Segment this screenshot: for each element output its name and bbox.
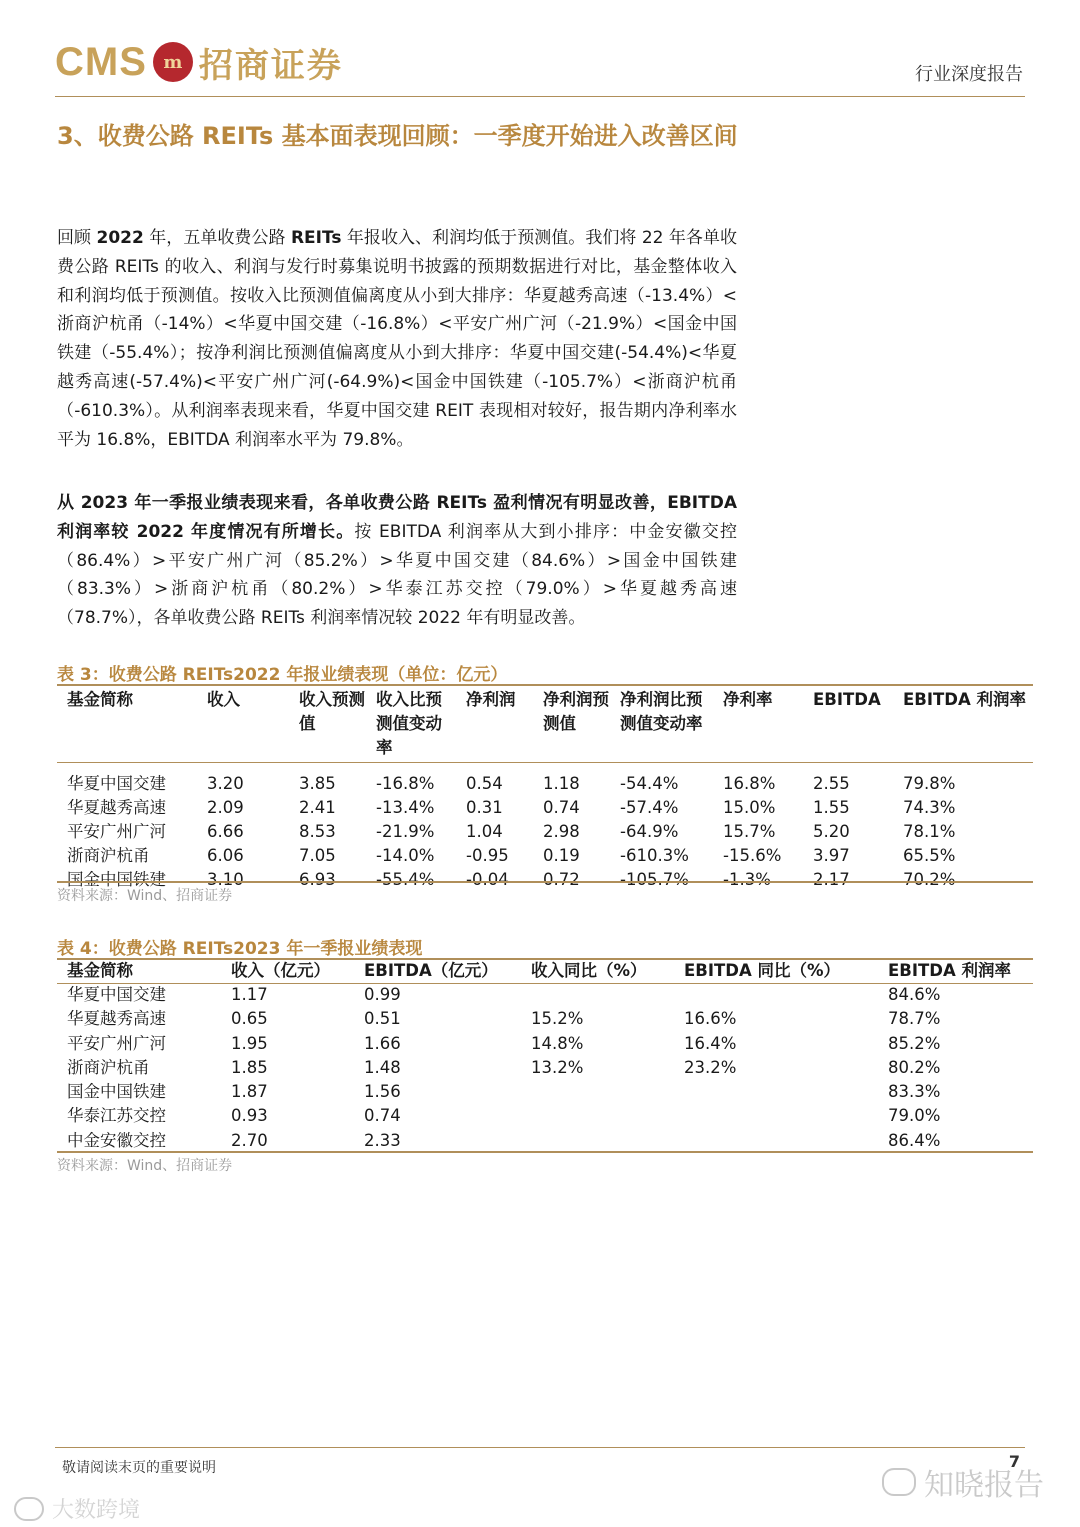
table-cell: 1.85 (231, 1057, 268, 1077)
table-cell: -0.04 (466, 870, 509, 889)
table-cell (674, 983, 878, 1007)
table-cell: 6.06 (207, 846, 244, 865)
table-cell: 2.09 (207, 798, 244, 817)
table-cell: -105.7% (620, 870, 689, 889)
table-cell: -15.6% (723, 846, 782, 865)
table-cell: 2.55 (813, 774, 850, 793)
table-cell: 3.85 (299, 774, 336, 793)
footer-disclaimer-note: 敬请阅读末页的重要说明 (62, 1460, 216, 1476)
table4-bottom-rule (57, 1151, 1033, 1153)
table4-header-cell: EBITDA 同比（%） (684, 961, 840, 980)
table-cell: 70.2% (903, 870, 956, 889)
paragraph1-run: 回顾 (57, 228, 97, 248)
watermark-left (14, 1493, 140, 1524)
table4-header-cell: 收入（亿元） (231, 961, 330, 980)
report-type-label: 行业深度报告 (915, 64, 1023, 85)
watermark-left-text: 大数跨境 (52, 1498, 141, 1523)
table-cell: 0.93 (231, 1106, 268, 1126)
table-cell (521, 983, 674, 1007)
table-cell: 83.3% (888, 1082, 941, 1102)
table-cell: 2.70 (231, 1130, 268, 1150)
table-cell: 14.8% (531, 1033, 584, 1053)
table3-source: 资料来源：Wind、招商证券 (57, 888, 233, 904)
table-cell: 3.10 (207, 870, 244, 889)
table-cell: 华夏越秀高速 (67, 1009, 166, 1029)
logo-seal-icon: m (153, 42, 193, 82)
paragraph1-run: 年报收入、利润均低于预测值。 (341, 228, 586, 248)
table-cell: 79.8% (903, 774, 956, 793)
table-cell (521, 1129, 674, 1153)
table4-header-cell: 基金简称 (67, 961, 133, 980)
table-cell: 2.17 (813, 870, 850, 889)
table-cell: 1.56 (364, 1082, 401, 1102)
table4-header-row (57, 959, 1033, 983)
table-cell: 华泰江苏交控 (67, 1106, 166, 1126)
table3-header-cell: 净利润预测值 (543, 690, 609, 733)
table-cell: 0.72 (543, 870, 580, 889)
table-cell: 国金中国铁建 (67, 870, 166, 889)
table-cell: 13.2% (531, 1057, 584, 1077)
table-cell: -55.4% (376, 870, 435, 889)
table-cell (674, 1129, 878, 1153)
table-cell: -1.3% (723, 870, 771, 889)
table-cell: 1.04 (466, 822, 503, 841)
table-cell: -64.9% (620, 822, 679, 841)
table-cell: -57.4% (620, 798, 679, 817)
table4-title: 表 4：收费公路 REITs2023 年一季报业绩表现 (57, 939, 423, 959)
table-row (57, 796, 1033, 820)
paragraph1-run: 2022 (96, 228, 144, 248)
watermark-right-text: 知晓报告 (924, 1468, 1044, 1503)
table-cell: 15.7% (723, 822, 776, 841)
table-cell: 23.2% (684, 1057, 737, 1077)
table-cell: 85.2% (888, 1033, 941, 1053)
table-cell: 2.33 (364, 1130, 401, 1150)
paragraph2-run: 从 2023 年一季报业绩表现来看，各单收费公路 REITs 盈利情况有明显改善，EBITDA 利润率较 2022 年度情况有所增长。 (57, 493, 737, 542)
table-row (57, 1129, 1033, 1153)
table-cell (674, 1080, 878, 1104)
table3-annual-performance (57, 686, 1033, 892)
table-cell (674, 1104, 878, 1128)
table-cell (521, 1080, 674, 1104)
table-cell: 78.1% (903, 822, 956, 841)
table4-header-rule (57, 983, 1033, 984)
logo-company-name: 招商证券 (198, 45, 343, 86)
table3-header-cell: 收入比预测值变动率 (376, 690, 442, 757)
table-cell: 16.8% (723, 774, 776, 793)
table-row (57, 1080, 1033, 1104)
table-cell: 1.55 (813, 798, 850, 817)
table3-header-cell: 收入 (207, 690, 240, 709)
table-cell: 0.74 (543, 798, 580, 817)
table-cell: 15.0% (723, 798, 776, 817)
table3-header-cell: 净利率 (723, 690, 773, 709)
table-cell: 1.48 (364, 1057, 401, 1077)
table-row (57, 1007, 1033, 1031)
table-cell: 0.99 (364, 985, 401, 1004)
table3-bottom-rule (57, 881, 1033, 883)
weibo-icon (14, 1497, 44, 1521)
paragraph1-run: 年，五单收费公路 (143, 228, 291, 248)
table-cell: 6.66 (207, 822, 244, 841)
table-cell: -0.95 (466, 846, 509, 865)
table3-header-cell: 收入预测值 (299, 690, 365, 733)
table-row (57, 983, 1033, 1007)
table-cell: -16.8% (376, 774, 435, 793)
table-cell: 0.54 (466, 774, 503, 793)
table-cell: 平安广州广河 (67, 1033, 166, 1053)
table-cell: 1.87 (231, 1082, 268, 1102)
wechat-icon (882, 1468, 916, 1496)
table-cell: 8.53 (299, 822, 336, 841)
table4-header-cell: EBITDA 利润率 (888, 961, 1011, 980)
table3-header-cell: 净利润比预测值变动率 (620, 690, 703, 733)
table-cell: 79.0% (888, 1106, 941, 1126)
paragraph2-run: 按 EBITDA 利润率从大到小排序：中金安徽交控（86.4%）>平安广州广河（85.2%）>华夏中国交建（84.6%）>国金中国铁建（83.3%）>浙商沪杭甬（80.2%）>华泰江苏交控（79.0%）>华夏越秀高速（78.7%），各单收费公路 REITs 利润率情况较 2022 年有明显改善。 (57, 521, 737, 629)
table-cell (521, 1104, 674, 1128)
paragraph-2023q1-review (57, 489, 737, 633)
table-row (57, 820, 1033, 844)
table-cell: 平安广州广河 (67, 822, 166, 841)
table3-header-cell: 净利润 (466, 690, 516, 709)
table3-title: 表 3：收费公路 REITs2022 年报业绩表现（单位：亿元） (57, 665, 508, 685)
table-row (57, 1104, 1033, 1128)
table-cell: 0.31 (466, 798, 503, 817)
watermark-right (882, 1460, 1044, 1504)
table-cell: -610.3% (620, 846, 689, 865)
table-cell: 0.65 (231, 1009, 268, 1029)
table3-header-cell: EBITDA (813, 690, 881, 709)
table3-header-row (57, 686, 1033, 772)
table-cell: 5.20 (813, 822, 850, 841)
table-cell: 7.05 (299, 846, 336, 865)
table-cell: -14.0% (376, 846, 435, 865)
paragraph1-run: 我们将 22 年各单收费公路 REITs 的收入、利润与发行时募集说明书披露的预期数据进行对比，基金整体收入和利润均低于预测值。按收入比预测值偏离度从小到大排序：华夏越秀高速（-13.4%）<浙商沪杭甬（-14%）<华夏中国交建（-16.8%）<平安广州广河（-21.9%）<国金中国铁建（-55.4%）；按净利润比预测值偏离度从小到大排序：华夏中国交建(-54.4%)<华夏越秀高速(-57.4%)<平安广州广河(-64.9%)<国金中国铁建（-105.7%）<浙商沪杭甬（-610.3%）。从利润率表现来看，华夏中国交建 REIT 表现相对较好，报告期内净利率水平为 16.8%，EBITDA 利润率水平为 79.8%。 (57, 228, 737, 450)
table-cell: 3.97 (813, 846, 850, 865)
table-cell: 1.95 (231, 1033, 268, 1053)
table-cell: 0.19 (543, 846, 580, 865)
table-row (57, 844, 1033, 868)
table-cell: 86.4% (888, 1130, 941, 1150)
table-cell: 华夏越秀高速 (67, 798, 166, 817)
table4-header-cell: EBITDA（亿元） (364, 961, 498, 980)
table-cell: 1.17 (231, 985, 268, 1004)
table3-header-cell: 基金简称 (67, 690, 133, 709)
table-cell: 2.41 (299, 798, 336, 817)
table-row (57, 1056, 1033, 1080)
table-cell: 16.6% (684, 1009, 737, 1029)
table-cell: 浙商沪杭甬 (67, 846, 150, 865)
table-cell: 浙商沪杭甬 (67, 1057, 150, 1077)
table-cell: 6.93 (299, 870, 336, 889)
table4-header-cell: 收入同比（%） (531, 961, 647, 980)
table-cell: 中金安徽交控 (67, 1130, 166, 1150)
table-cell: 16.4% (684, 1033, 737, 1053)
table-cell: 1.66 (364, 1033, 401, 1053)
table3-header-rule (57, 762, 1033, 763)
table-cell: 0.74 (364, 1106, 401, 1126)
footer-divider (55, 1447, 1025, 1448)
header-divider (55, 96, 1025, 97)
table-cell: 0.51 (364, 1009, 401, 1029)
logo-cms-text: CMS (55, 39, 147, 84)
table-cell: 国金中国铁建 (67, 1082, 166, 1102)
page-number: 7 (1008, 1452, 1020, 1471)
table-row (57, 1032, 1033, 1056)
paragraph1-run: REITs (290, 228, 342, 248)
table-cell: 78.7% (888, 1009, 941, 1029)
table-cell: 华夏中国交建 (67, 985, 166, 1004)
table3-header-cell: EBITDA 利润率 (903, 690, 1026, 709)
section-title: 3、收费公路 REITs 基本面表现回顾：一季度开始进入改善区间 (57, 122, 738, 150)
table-row (57, 772, 1033, 796)
table-cell: 80.2% (888, 1057, 941, 1077)
table-cell: 2.98 (543, 822, 580, 841)
table-cell: -54.4% (620, 774, 679, 793)
table-cell: 华夏中国交建 (67, 774, 166, 793)
table-cell: 65.5% (903, 846, 956, 865)
table-cell: 3.20 (207, 774, 244, 793)
table-cell: 84.6% (888, 985, 941, 1004)
company-logo (55, 40, 343, 84)
table4-source: 资料来源：Wind、招商证券 (57, 1158, 233, 1174)
table-cell: 74.3% (903, 798, 956, 817)
table-cell: -21.9% (376, 822, 435, 841)
table-cell: 1.18 (543, 774, 580, 793)
table-cell: 15.2% (531, 1009, 584, 1029)
table4-q1-performance (57, 959, 1033, 1153)
table-cell: -13.4% (376, 798, 435, 817)
paragraph-2022-review (57, 224, 737, 454)
